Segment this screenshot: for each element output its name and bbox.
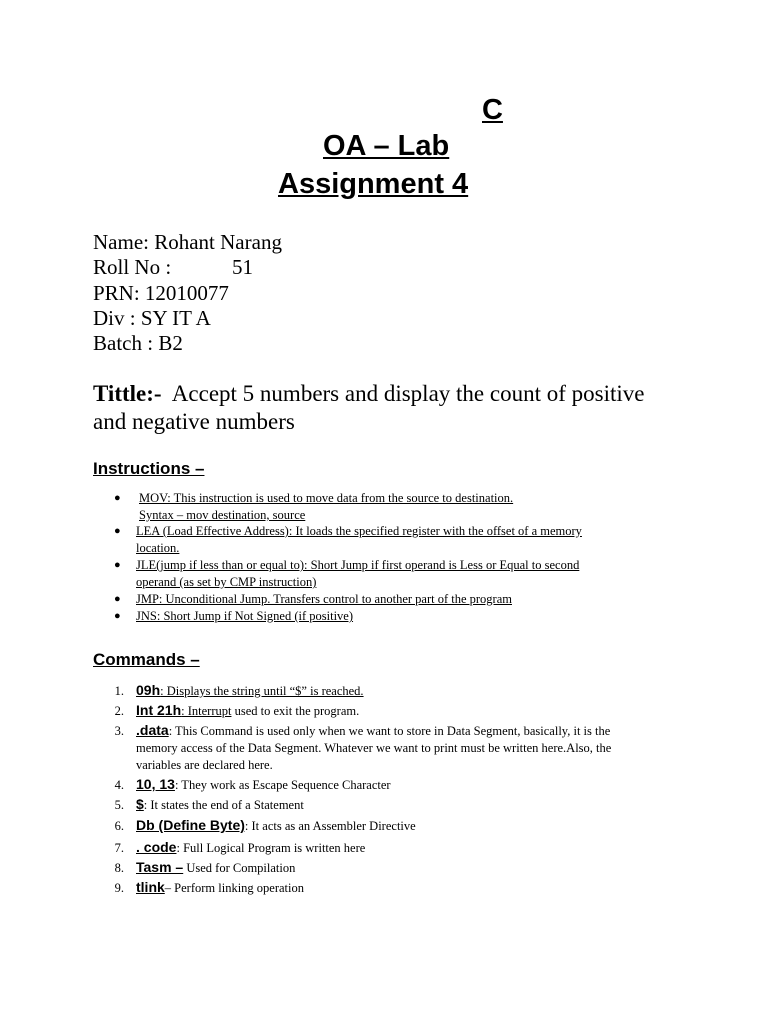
command-text-underlined: : Interrupt — [181, 704, 232, 718]
command-text: : They work as Escape Sequence Character — [174, 778, 391, 792]
command-text: used to exit the program. — [231, 704, 360, 718]
command-number: 4. — [114, 778, 124, 792]
command-item-code — [136, 839, 616, 857]
command-keyword: .data — [136, 722, 169, 738]
student-roll-value: 51 — [232, 255, 253, 279]
command-number: 3. — [114, 724, 124, 738]
student-div: Div : SY IT A — [93, 306, 211, 330]
instruction-mov-syntax: Syntax – mov destination, source — [139, 508, 306, 522]
command-keyword: Db (Define Byte) — [136, 817, 245, 833]
command-keyword: 10, 13 — [136, 776, 175, 792]
bullet-icon: ● — [114, 525, 121, 537]
instruction-item-text: MOV: This instruction is used to move data from the source to destination. — [139, 491, 514, 505]
command-text: – Perform linking operation — [164, 881, 304, 895]
instruction-item-mov — [139, 490, 609, 524]
command-text: : It acts as an Assembler Directive — [244, 819, 416, 833]
instruction-item-jns: JNS: Short Jump if Not Signed (if positive) — [136, 609, 354, 623]
command-text: Used for Compilation — [183, 861, 296, 875]
instructions-heading: Instructions – — [93, 459, 205, 478]
bullet-icon: ● — [114, 610, 121, 622]
command-item-09h — [136, 682, 616, 700]
command-number: 2. — [114, 704, 124, 718]
instruction-item-jmp: JMP: Unconditional Jump. Transfers control to another part of the program — [136, 592, 512, 606]
command-text: : It states the end of a Statement — [143, 798, 304, 812]
command-number: 8. — [114, 861, 124, 875]
command-item-tasm — [136, 859, 616, 877]
student-roll-label: Roll No : — [93, 255, 172, 279]
command-item-int21h — [136, 702, 616, 720]
command-text: : Full Logical Program is written here — [176, 841, 366, 855]
command-number: 7. — [114, 841, 124, 855]
bullet-icon: ● — [114, 593, 121, 605]
command-keyword: tlink — [136, 879, 165, 895]
bullet-icon: ● — [114, 559, 121, 571]
tittle-block — [93, 380, 653, 436]
command-keyword: . code — [136, 839, 177, 855]
instruction-item-jle: JLE(jump if less than or equal to): Short Jump if first operand is Less or Equal to second operand (as set by CMP instruction) — [136, 558, 580, 589]
command-number: 6. — [114, 819, 124, 833]
command-keyword: 09h — [136, 682, 161, 698]
command-keyword: Tasm – — [136, 859, 184, 875]
command-keyword: Int 21h — [136, 702, 182, 718]
page-title: Assignment 4 — [278, 168, 469, 200]
student-prn: PRN: 12010077 — [93, 281, 229, 305]
command-item-10-13 — [136, 776, 616, 794]
command-number: 9. — [114, 881, 124, 895]
command-number: 5. — [114, 798, 124, 812]
tittle-text: Accept 5 numbers and display the count of positive and negative numbers — [93, 381, 645, 434]
student-batch: Batch : B2 — [93, 331, 183, 355]
command-text-underlined: : Displays the string until “$” is reached. — [160, 684, 364, 698]
command-item-data — [136, 722, 616, 774]
student-name: Name: Rohant Narang — [93, 230, 282, 254]
header-c: C — [482, 94, 503, 126]
command-number: 1. — [114, 684, 124, 698]
instruction-item-lea: LEA (Load Effective Address): It loads the specified register with the offset of a memory location. — [136, 524, 582, 555]
command-keyword: $ — [136, 796, 144, 812]
tittle-label: Tittle:- — [93, 381, 162, 406]
command-item-tlink — [136, 879, 616, 897]
commands-heading: Commands – — [93, 650, 200, 669]
header-oa-lab: OA – Lab — [323, 130, 450, 162]
command-item-dollar — [136, 796, 616, 814]
command-item-db — [136, 817, 616, 835]
command-text: : This Command is used only when we want to store in Data Segment, basically, it is the memory access of the Data Segment. Whatever we want to print must be written here.Also, the variables are declared here. — [136, 724, 612, 772]
bullet-icon: ● — [114, 492, 121, 504]
